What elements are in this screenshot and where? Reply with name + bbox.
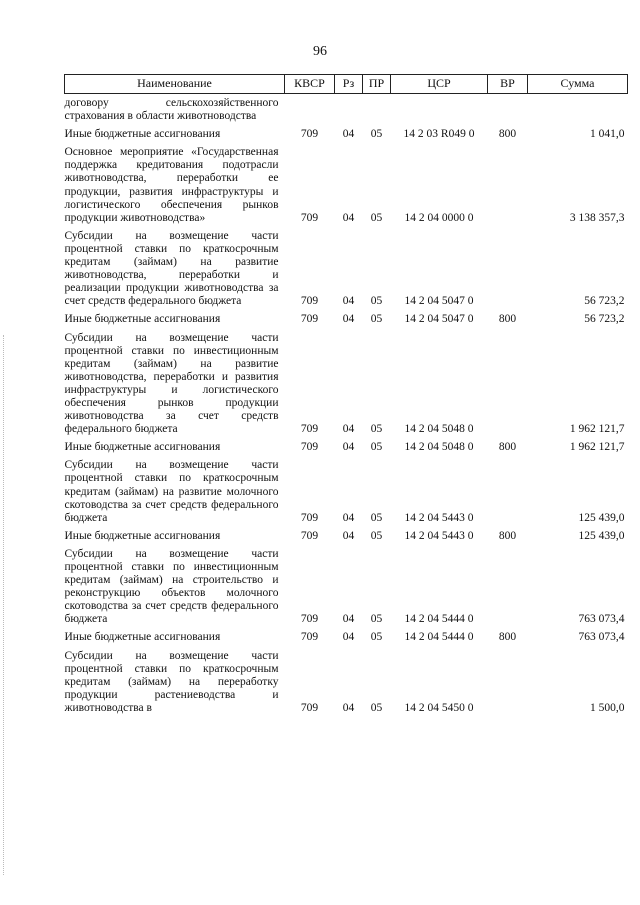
row-name: договору сельскохозяйственного страхования в области животноводства	[64, 97, 279, 123]
row-pr: 05	[370, 511, 383, 524]
row-vr	[488, 94, 528, 126]
row-pr: 05	[370, 128, 383, 141]
row-rz: 04	[342, 631, 355, 644]
row-sum: 1 962 121,7	[569, 441, 625, 454]
row-csr: 14 2 03 R049 0	[403, 128, 475, 141]
table-row	[65, 647, 628, 717]
row-vr	[488, 545, 528, 629]
row-rz: 04	[342, 441, 355, 454]
column-header-kvsr: КВСР	[285, 75, 335, 94]
column-header-pr: ПР	[363, 75, 391, 94]
row-name: Иные бюджетные ассигнования	[64, 631, 221, 644]
row-vr: 800	[498, 529, 517, 542]
row-rz: 04	[342, 295, 355, 308]
column-header-vr: ВР	[488, 75, 528, 94]
row-kvsr: 709	[300, 128, 319, 141]
row-csr: 14 2 04 5450 0	[404, 701, 474, 714]
table-row	[65, 438, 628, 456]
row-kvsr: 709	[300, 211, 319, 224]
table-row	[65, 628, 628, 646]
row-csr: 14 2 04 5048 0	[404, 423, 474, 436]
row-csr: 14 2 04 5444 0	[404, 631, 474, 644]
row-name: Иные бюджетные ассигнования	[64, 128, 221, 141]
row-vr	[488, 227, 528, 311]
table-row	[65, 125, 628, 143]
row-pr: 05	[370, 441, 383, 454]
row-name: Субсидии на возмещение части процентной ставки по краткосрочным кредитам (займам) на переработку продукции растениеводства и животноводства в	[64, 649, 279, 714]
row-kvsr: 709	[300, 511, 319, 524]
row-vr: 800	[498, 441, 517, 454]
row-csr: 14 2 04 5048 0	[404, 441, 474, 454]
row-csr	[391, 94, 488, 126]
table-row	[65, 143, 628, 227]
row-sum: 1 500,0	[590, 701, 625, 714]
row-vr	[488, 456, 528, 526]
row-pr: 05	[370, 295, 383, 308]
row-rz: 04	[342, 701, 355, 714]
table-header	[65, 75, 628, 94]
row-vr	[488, 329, 528, 439]
table-body	[65, 94, 628, 718]
row-rz: 04	[342, 211, 355, 224]
table-row	[65, 227, 628, 311]
row-rz: 04	[342, 128, 355, 141]
row-pr: 05	[370, 423, 383, 436]
row-csr: 14 2 04 5047 0	[404, 295, 474, 308]
row-pr: 05	[370, 313, 383, 326]
row-kvsr: 709	[300, 313, 319, 326]
row-csr: 14 2 04 5047 0	[404, 313, 474, 326]
row-name: Субсидии на возмещение части процентной ставки по краткосрочным кредитам (займам) на развитие молочного скотоводства за счет средств федерального бюджета	[64, 459, 279, 524]
budget-table	[64, 74, 628, 717]
row-vr: 800	[498, 313, 517, 326]
table-row	[65, 310, 628, 328]
row-pr: 05	[370, 631, 383, 644]
row-sum: 125 439,0	[578, 511, 625, 524]
row-sum: 763 073,4	[578, 631, 625, 644]
row-sum: 763 073,4	[578, 613, 625, 626]
row-kvsr: 709	[300, 613, 319, 626]
row-vr	[488, 647, 528, 717]
row-csr: 14 2 04 5443 0	[404, 529, 474, 542]
table-row	[65, 329, 628, 439]
row-kvsr: 709	[300, 529, 319, 542]
row-sum: 1 962 121,7	[569, 423, 625, 436]
row-pr	[363, 94, 391, 126]
row-name: Субсидии на возмещение части процентной ставки по краткосрочным кредитам (займам) на развитие животноводства, переработки и реализации продукции животноводства за счет средств федерального бюджета	[64, 229, 279, 308]
row-name: Субсидии на возмещение части процентной ставки по инвестиционным кредитам (займам) на строительство и реконструкцию объектов молочного скотоводства за счет средств федерального бюджета	[64, 547, 279, 626]
table-row	[65, 94, 628, 126]
row-rz: 04	[342, 511, 355, 524]
table-row	[65, 456, 628, 526]
row-rz: 04	[342, 613, 355, 626]
row-kvsr: 709	[300, 631, 319, 644]
scan-margin-artifact	[3, 335, 5, 875]
row-rz	[335, 94, 363, 126]
row-name: Иные бюджетные ассигнования	[64, 313, 221, 326]
row-sum: 3 138 357,3	[569, 211, 625, 224]
row-name: Основное мероприятие «Государственная поддержка кредитования подотрасли животноводства, переработки ее продукции, развития инфраструктуры и логистического обеспечения рынков продукции животноводства»	[64, 146, 279, 224]
row-csr: 14 2 04 5443 0	[404, 511, 474, 524]
row-kvsr	[285, 94, 335, 126]
row-pr: 05	[370, 211, 383, 224]
column-header-sum: Сумма	[528, 75, 628, 94]
row-sum: 56 723,2	[584, 295, 625, 308]
row-name: Иные бюджетные ассигнования	[64, 441, 221, 454]
row-vr	[488, 143, 528, 227]
row-sum	[528, 94, 628, 126]
row-sum: 56 723,2	[584, 313, 625, 326]
row-rz: 04	[342, 423, 355, 436]
row-pr: 05	[370, 701, 383, 714]
row-pr: 05	[370, 613, 383, 626]
row-kvsr: 709	[300, 701, 319, 714]
row-name: Субсидии на возмещение части процентной ставки по инвестиционным кредитам (займам) на развитие животноводства, переработки и развития инфраструктуры и логистического обеспечения рынков продукции животноводства за счет средств федерального бюджета	[64, 331, 279, 436]
row-kvsr: 709	[300, 295, 319, 308]
row-rz: 04	[342, 529, 355, 542]
column-header-csr: ЦСР	[391, 75, 488, 94]
row-pr: 05	[370, 529, 383, 542]
row-sum: 125 439,0	[578, 529, 625, 542]
row-name: Иные бюджетные ассигнования	[64, 529, 221, 542]
row-kvsr: 709	[300, 441, 319, 454]
row-csr: 14 2 04 5444 0	[404, 613, 474, 626]
page-number: 96	[313, 44, 327, 59]
row-vr: 800	[498, 128, 517, 141]
row-kvsr: 709	[300, 423, 319, 436]
row-rz: 04	[342, 313, 355, 326]
row-vr: 800	[498, 631, 517, 644]
row-csr: 14 2 04 0000 0	[404, 211, 474, 224]
table-row	[65, 545, 628, 629]
column-header-rz: Рз	[335, 75, 363, 94]
column-header-name: Наименование	[65, 75, 285, 94]
table-row	[65, 527, 628, 545]
row-sum: 1 041,0	[590, 128, 625, 141]
